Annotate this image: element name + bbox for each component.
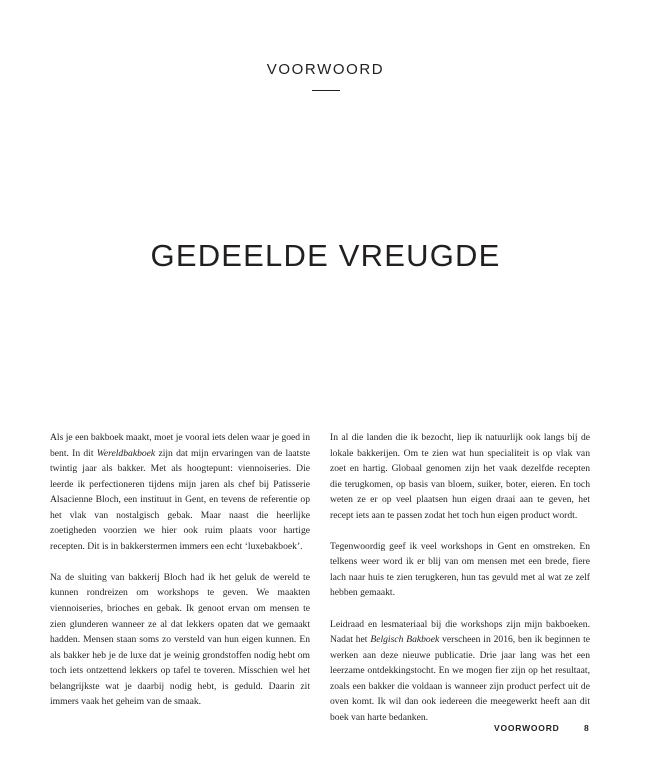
paragraph-text: zijn dat mijn ervaringen van de laatste twintig jaar als bakker. Met als hoogtepunt: viennoiseries. Die leerde ik perfectioneren tijdens mijn jaren als chef bij Patisserie Alsacienne Bloch, een instituut in Gent, en tevens de referentie op het vlak van nostalgisch gebak. Maar naast die heerlijke zoetigheden voorzien we hier ook ruim plaats voor hartige recepten. Dit is in bakkerstermen immers een echt ‘luxebakboek’.	[50, 447, 311, 552]
left-paragraph-1	[50, 430, 310, 554]
section-label: VOORWOORD	[266, 61, 385, 78]
paragraph-text: Leidraad en lesmateriaal bij die workshops zijn mijn bakboeken. Nadat het	[330, 618, 590, 646]
right-paragraph-2: Tegenwoordig geef ik veel workshops in Gent en omstreken. En telkens weer word ik er blij van om mensen met een brede, fiere lach naar huis te zien terugkeren, hun tas gevuld met al wat ze zelf hebben gemaakt.	[330, 540, 590, 599]
left-paragraph-2: Na de sluiting van bakkerij Bloch had ik het geluk de wereld te kunnen rondreizen om workshops te geven. We maakten viennoiseries, brioches en gebak. Ik genoot ervan om mensen te zien glunderen wanneer ze al dat lekkers opaten dat we gemaakt hadden. Mensen staan soms zo versteld van hun eigen kunnen. En als bakker heb je de luxe dat je weinig grondstoffen nodig hebt om toch iets ontzettend lekkers op tafel te toveren. Misschien wel het belangrijkste wat je daarbij nodig hebt, is geduld. Daarin zit immers vaak het geheim van de smaak.	[50, 571, 310, 708]
left-text-column	[50, 430, 310, 725]
book-title-italic: Wereldbakboek	[96, 447, 156, 459]
right-text-column	[330, 430, 590, 741]
paragraph-text: verscheen in 2016, ben ik beginnen te werken aan deze nieuwe publicatie. Drie jaar lang was het een leerzame ontdekkingstocht. En we mogen fier zijn op het resultaat, zoals een bakker die voldaan is wanneer zijn product perfect uit de oven komt. Ik wil dan ook iedereen die meegewerkt heeft aan dit boek van harte bedanken.	[330, 634, 590, 723]
book-title-italic: Belgisch Bakboek	[370, 634, 440, 646]
page-title: GEDEELDE VREUGDE	[150, 238, 501, 273]
title-divider	[312, 90, 340, 91]
running-footer-label: VOORWOORD	[494, 723, 560, 733]
paragraph-text: Als je een bakboek maakt, moet je vooral iets delen waar je goed in bent. In dit	[50, 432, 310, 459]
right-paragraph-1: In al die landen die ik bezocht, liep ik natuurlijk ook langs bij de lokale bakkerijen. Om te zien wat hun specialiteit is op vlak van zoet en hartig. Globaal genomen zijn het vaak dezelfde recepten die terugkomen, op basis van bloem, suiker, boter, eieren. En toch weten ze er op veel plaatsen hun eigen draai aan te geven, het recept iets aan te passen zodat het toch hun eigen product wordt.	[330, 432, 590, 521]
page-number: 8	[584, 723, 589, 733]
right-paragraph-3	[330, 617, 590, 726]
